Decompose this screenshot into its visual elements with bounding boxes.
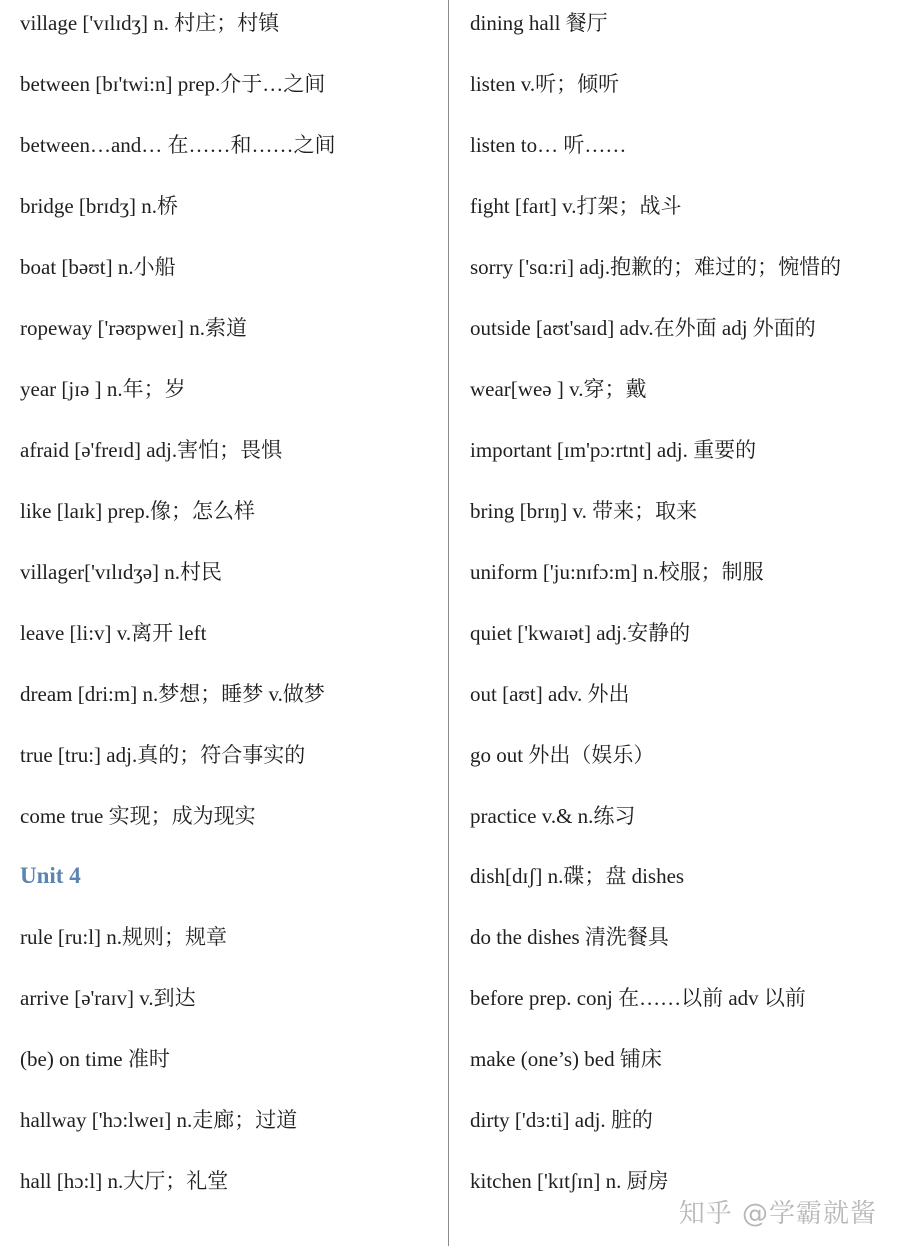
vocab-entry: come true 实现；成为现实 (20, 804, 256, 828)
vocab-entry: between…and… 在……和……之间 (20, 133, 336, 157)
vocab-entry: dish[dɪʃ] n.碟；盘 dishes (470, 864, 685, 888)
vocab-entry: hall [hɔ:l] n.大厅；礼堂 (20, 1169, 229, 1193)
vocab-entry: dream [dri:m] n.梦想；睡梦 v.做梦 (20, 682, 325, 706)
vocab-entry: hallway ['hɔ:lweɪ] n.走廊；过道 (20, 1108, 298, 1132)
vocab-entry: afraid [ə'freɪd] adj.害怕；畏惧 (20, 438, 283, 462)
vocab-entry: bridge [brɪdʒ] n.桥 (20, 194, 179, 218)
vocab-entry: true [tru:] adj.真的；符合事实的 (20, 743, 306, 767)
vocab-entry: leave [li:v] v.离开 left (20, 621, 207, 645)
vocab-entry: between [bɪ'twi:n] prep.介于…之间 (20, 72, 326, 96)
vocab-entry: like [laɪk] prep.像；怎么样 (20, 499, 256, 523)
vocab-entry: dining hall 餐厅 (470, 11, 608, 35)
vocab-entry: ropeway ['rəʊpweɪ] n.索道 (20, 316, 247, 340)
vocab-entry: quiet ['kwaɪət] adj.安静的 (470, 621, 691, 645)
vocab-entry: do the dishes 清洗餐具 (470, 925, 669, 949)
vocab-entry: out [aʊt] adv. 外出 (470, 682, 630, 706)
vocab-entry: kitchen ['kɪtʃɪn] n. 厨房 (470, 1169, 669, 1193)
vocab-entry: go out 外出（娱乐） (470, 743, 655, 767)
vocab-entry: important [ɪm'pɔ:rtnt] adj. 重要的 (470, 438, 757, 462)
vocab-entry: year [jɪə ] n.年；岁 (20, 377, 186, 401)
vocab-entry: rule [ru:l] n.规则；规章 (20, 925, 228, 949)
vocab-entry: arrive [ə'raɪv] v.到达 (20, 986, 196, 1010)
vocab-entry: listen to… 听…… (470, 133, 627, 157)
vocab-entry: (be) on time 准时 (20, 1047, 170, 1071)
unit-heading: Unit 4 (20, 863, 81, 888)
vocab-entry: listen v.听；倾听 (470, 72, 620, 96)
vocab-entry: uniform ['ju:nɪfɔ:m] n.校服；制服 (470, 560, 764, 584)
vocab-entry: villager['vɪlɪdʒə] n.村民 (20, 560, 223, 584)
vocab-entry: village ['vɪlɪdʒ] n. 村庄；村镇 (20, 11, 280, 35)
vocab-entry: wear[weə ] v.穿；戴 (470, 377, 647, 401)
vocab-entry: outside [aʊt'saɪd] adv.在外面 adj 外面的 (470, 316, 816, 340)
vocab-entry: boat [bəʊt] n.小船 (20, 255, 176, 279)
vocab-entry: dirty ['dɜ:ti] adj. 脏的 (470, 1108, 653, 1132)
vocab-entry: sorry ['sɑ:ri] adj.抱歉的；难过的；惋惜的 (470, 255, 842, 279)
vocab-entry: before prep. conj 在……以前 adv 以前 (470, 986, 806, 1010)
vocab-entry: fight [faɪt] v.打架；战斗 (470, 194, 682, 218)
vocab-entry: practice v.& n.练习 (470, 804, 636, 828)
column-divider (448, 0, 449, 1246)
vocab-entry: make (one’s) bed 铺床 (470, 1047, 662, 1071)
watermark-text: 知乎 @学霸就酱 (678, 1199, 877, 1229)
vocab-entry: bring [brɪŋ] v. 带来；取来 (470, 499, 698, 523)
